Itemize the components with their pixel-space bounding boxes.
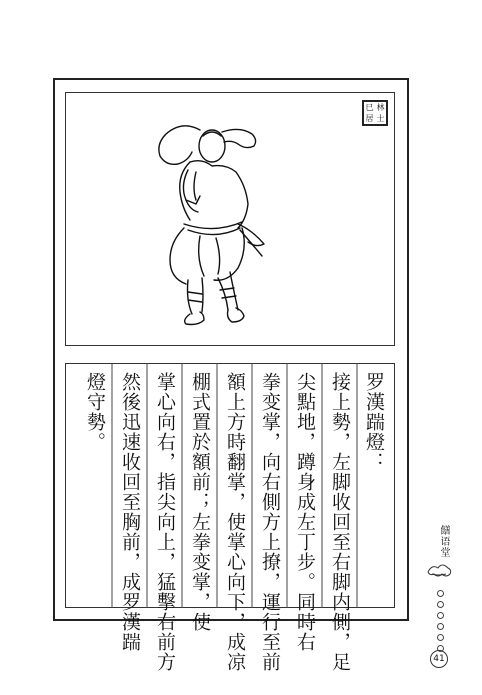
text-column-7: 掌心向右，指尖向上，猛擊右前方: [154, 372, 176, 672]
side-title: 饍语堂: [438, 525, 449, 558]
dot: [437, 612, 444, 619]
dot: [437, 601, 444, 608]
text-column-1: 罗漢踹燈：: [363, 372, 385, 472]
dot: [437, 623, 444, 630]
dot: [437, 634, 444, 641]
page-number: 41: [430, 650, 448, 668]
text-column-9: 燈守勢。: [84, 372, 106, 452]
text-column-8: 然後迅速收回至胸前，成罗漢踹: [119, 372, 141, 652]
seal-char: 居: [365, 113, 374, 123]
text-column-6: 棚式置於額前；左拳变掌，使: [189, 372, 211, 632]
dot: [437, 590, 444, 597]
decorative-dots: [436, 590, 444, 656]
seal-char: 巳: [365, 102, 374, 112]
martial-artist-illustration: [130, 112, 280, 332]
text-column-4: 拳变掌，向右側方上撩，運行至前: [259, 372, 281, 672]
artist-seal: [362, 100, 388, 126]
text-column-5: 額上方時翻掌，使掌心向下，成凉: [224, 372, 246, 672]
cloud-ornament-icon: [426, 562, 452, 578]
seal-char: 林: [376, 102, 385, 112]
text-column-2: 接上勢，左脚收回至右脚内側，足: [329, 372, 351, 672]
text-column-3: 尖點地，蹲身成左丁步。同時右: [294, 372, 316, 652]
seal-char: 士: [376, 113, 385, 123]
